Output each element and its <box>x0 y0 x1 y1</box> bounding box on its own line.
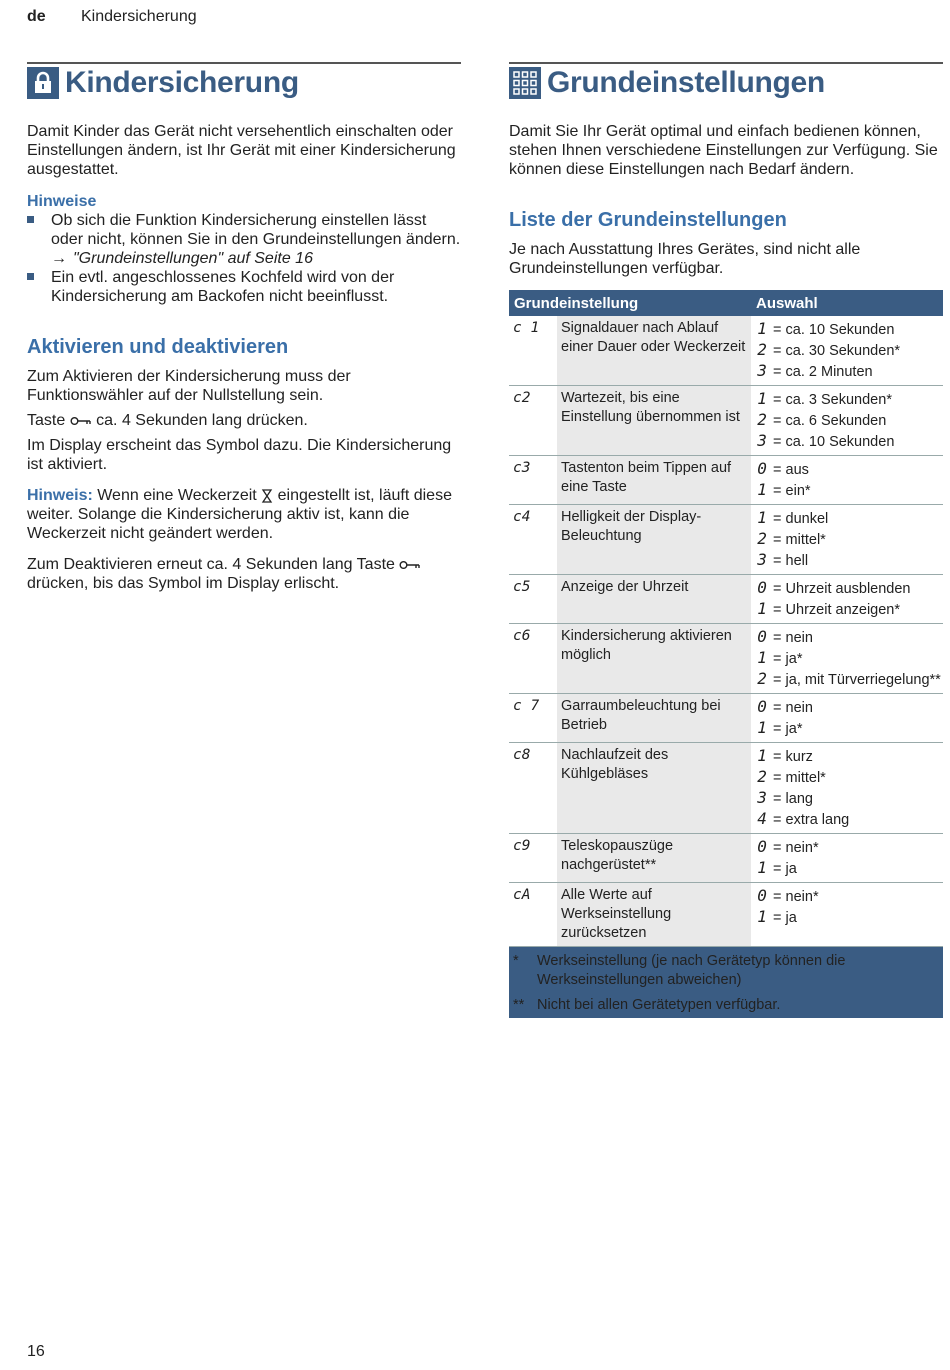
table-footnote <box>509 947 943 994</box>
option-value: 3 <box>757 361 767 380</box>
hints-label: Hinweise <box>27 193 97 210</box>
option-value: 1 <box>757 648 767 667</box>
hourglass-icon <box>261 489 273 503</box>
option-value: 2 <box>757 410 767 429</box>
setting-code: c8 <box>513 747 531 763</box>
language-code: de <box>27 8 46 25</box>
option-item <box>755 529 939 550</box>
hints-list-cont <box>27 268 461 306</box>
note-label: Hinweis: <box>27 487 93 504</box>
intro-paragraph: Damit Kinder das Gerät nicht versehentlich einschalten oder Einstellungen ändern, ist Ihr Gerät mit einer Kindersicherung ausgestattet. <box>27 123 456 178</box>
lock-icon <box>27 67 59 99</box>
grid-icon <box>509 67 541 99</box>
option-value: 3 <box>757 550 767 569</box>
option-item <box>755 746 939 767</box>
option-value: 0 <box>757 886 767 905</box>
intro-paragraph: Damit Sie Ihr Gerät optimal und einfach bedienen können, stehen Ihnen verschiedene Einstellungen zur Verfügung. Sie können diese Einstellungen nach Bedarf ändern. <box>509 123 938 178</box>
option-label: = ja* <box>773 651 803 667</box>
footnote-mark: * <box>513 953 519 969</box>
option-label: = ca. 3 Sekunden* <box>773 392 892 408</box>
footnote-cell <box>509 947 943 994</box>
setting-description: Nachlaufzeit des Kühlgebläses <box>557 743 751 834</box>
setting-description: Helligkeit der Display-Beleuchtung <box>557 505 751 575</box>
option-label: = mittel* <box>773 532 826 548</box>
option-item <box>755 697 939 718</box>
option-label: = ca. 10 Sekunden <box>773 434 895 450</box>
option-value: 1 <box>757 858 767 877</box>
cross-reference: → "Grundeinstellungen" auf Seite 16 <box>51 250 313 267</box>
table-row <box>509 456 943 505</box>
setting-code: cA <box>513 887 531 903</box>
option-label: = extra lang <box>773 812 850 828</box>
table-footnote <box>509 993 943 1018</box>
option-label: = lang <box>773 791 813 807</box>
option-item <box>755 389 939 410</box>
option-label: = ca. 2 Minuten <box>773 364 873 380</box>
setting-options <box>751 456 943 505</box>
footnote-cell <box>509 993 943 1018</box>
table-row <box>509 316 943 386</box>
option-label: = mittel* <box>773 770 826 786</box>
arrow-icon: → <box>51 250 67 267</box>
page-number: 16 <box>27 1343 45 1360</box>
option-value: 3 <box>757 788 767 807</box>
setting-options <box>751 316 943 386</box>
chapter-title: Grundeinstellungen <box>547 66 825 99</box>
table-row <box>509 386 943 456</box>
option-item <box>755 718 939 739</box>
setting-options <box>751 883 943 947</box>
option-item <box>755 508 939 529</box>
option-value: 1 <box>757 746 767 765</box>
setting-code: c6 <box>513 628 531 644</box>
setting-description: Garraumbeleuchtung bei Betrieb <box>557 694 751 743</box>
setting-options <box>751 694 943 743</box>
table-row <box>509 743 943 834</box>
option-label: = ca. 6 Sekunden <box>773 413 887 429</box>
option-label: = nein* <box>773 889 819 905</box>
option-label: = ja* <box>773 721 803 737</box>
setting-options <box>751 743 943 834</box>
option-value: 1 <box>757 907 767 926</box>
option-item <box>755 669 939 690</box>
option-item <box>755 431 939 452</box>
setting-code: c 7 <box>513 698 540 714</box>
option-label: = dunkel <box>773 511 829 527</box>
chapter-heading-kindersicherung <box>27 62 461 100</box>
option-label: = hell <box>773 553 809 569</box>
option-value: 1 <box>757 508 767 527</box>
option-label: = nein <box>773 630 813 646</box>
section-title-aktivieren: Aktivieren und deaktivieren <box>27 336 289 358</box>
header-section: Kindersicherung <box>81 8 197 25</box>
option-item <box>755 907 939 928</box>
option-item <box>755 809 939 830</box>
paragraph-deactivate: Zum Deaktivieren erneut ca. 4 Sekunden lang Taste drücken, bis das Symbol im Display erlischt. <box>27 555 461 593</box>
chapter-heading-grundeinstellungen <box>509 62 943 100</box>
option-value: 3 <box>757 431 767 450</box>
table-row <box>509 505 943 575</box>
option-label: = nein <box>773 700 813 716</box>
settings-table <box>509 290 943 1018</box>
option-item <box>755 578 939 599</box>
chapter-title: Kindersicherung <box>65 66 299 99</box>
option-value: 4 <box>757 809 767 828</box>
list-item: Ob sich die Funktion Kindersicherung einstellen lässt oder nicht, können Sie in den Grundeinstellungen ändern. <box>27 211 461 249</box>
setting-code: c 1 <box>513 320 540 336</box>
option-item <box>755 361 939 382</box>
footnote-text: Nicht bei allen Gerätetypen verfügbar. <box>537 997 781 1013</box>
setting-options <box>751 624 943 694</box>
option-item <box>755 410 939 431</box>
option-label: = Uhrzeit ausblenden <box>773 581 911 597</box>
option-label: = ja <box>773 861 797 877</box>
setting-description: Wartezeit, bis eine Einstellung übernommen ist <box>557 386 751 456</box>
option-item <box>755 627 939 648</box>
setting-options <box>751 386 943 456</box>
option-value: 1 <box>757 389 767 408</box>
setting-description: Kindersicherung aktivieren möglich <box>557 624 751 694</box>
option-item <box>755 459 939 480</box>
option-value: 0 <box>757 837 767 856</box>
setting-description: Anzeige der Uhrzeit <box>557 575 751 624</box>
option-value: 1 <box>757 480 767 499</box>
setting-code: c4 <box>513 509 531 525</box>
running-header <box>27 8 197 26</box>
list-item: Ein evtl. angeschlossenes Kochfeld wird von der Kindersicherung am Backofen nicht beeinflusst. <box>27 268 461 306</box>
table-row <box>509 575 943 624</box>
option-item <box>755 648 939 669</box>
setting-options <box>751 575 943 624</box>
option-item <box>755 788 939 809</box>
section-title-liste: Liste der Grundeinstellungen <box>509 209 787 231</box>
setting-description: Teleskopauszüge nachgerüstet** <box>557 834 751 883</box>
setting-code: c5 <box>513 579 531 595</box>
setting-code: c2 <box>513 390 531 406</box>
setting-options <box>751 834 943 883</box>
option-item <box>755 319 939 340</box>
table-row <box>509 834 943 883</box>
paragraph-key-press: Taste ca. 4 Sekunden lang drücken. <box>27 412 308 429</box>
option-item <box>755 340 939 361</box>
setting-code: c3 <box>513 460 531 476</box>
paragraph-activate: Zum Aktivieren der Kindersicherung muss der Funktionswähler auf der Nullstellung sein. <box>27 368 351 404</box>
hints-list <box>27 211 461 249</box>
option-value: 0 <box>757 578 767 597</box>
option-label: = ja, mit Türverriegelung** <box>773 672 941 688</box>
option-value: 0 <box>757 697 767 716</box>
option-value: 1 <box>757 599 767 618</box>
footnote-mark: ** <box>513 997 525 1013</box>
option-label: = kurz <box>773 749 813 765</box>
table-row <box>509 694 943 743</box>
right-column <box>509 62 943 1018</box>
option-value: 2 <box>757 669 767 688</box>
option-label: = ein* <box>773 483 811 499</box>
setting-code: c9 <box>513 838 531 854</box>
option-item <box>755 599 939 620</box>
table-header-setting: Grundeinstellung <box>509 290 751 316</box>
option-value: 0 <box>757 627 767 646</box>
option-value: 2 <box>757 340 767 359</box>
table-row <box>509 883 943 947</box>
table-header-choice: Auswahl <box>751 290 943 316</box>
setting-description: Signaldauer nach Ablauf einer Dauer oder Weckerzeit <box>557 316 751 386</box>
table-row <box>509 624 943 694</box>
option-item <box>755 480 939 501</box>
option-value: 1 <box>757 319 767 338</box>
option-value: 1 <box>757 718 767 737</box>
option-item <box>755 886 939 907</box>
left-column <box>27 62 461 593</box>
paragraph-display-symbol: Im Display erscheint das Symbol dazu. Die Kindersicherung ist aktiviert. <box>27 437 452 473</box>
option-label: = ca. 30 Sekunden* <box>773 343 901 359</box>
setting-description: Tastenton beim Tippen auf eine Taste <box>557 456 751 505</box>
option-item <box>755 767 939 788</box>
footnote-text: Werkseinstellung (je nach Gerätetyp können die Werkseinstellungen abweichen) <box>537 953 846 988</box>
option-value: 0 <box>757 459 767 478</box>
option-label: = aus <box>773 462 809 478</box>
note-paragraph: Hinweis: Wenn eine Weckerzeit eingestellt ist, läuft diese weiter. Solange die Kindersicherung aktiv ist, kann die Weckerzeit nicht geändert werden. <box>27 487 452 542</box>
paragraph-availability: Je nach Ausstattung Ihres Gerätes, sind nicht alle Grundeinstellungen verfügbar. <box>509 241 861 277</box>
setting-description: Alle Werte auf Werkseinstellung zurücksetzen <box>557 883 751 947</box>
key-icon <box>399 560 421 570</box>
option-item <box>755 837 939 858</box>
option-label: = Uhrzeit anzeigen* <box>773 602 900 618</box>
setting-options <box>751 505 943 575</box>
option-value: 2 <box>757 529 767 548</box>
option-label: = ja <box>773 910 797 926</box>
option-label: = nein* <box>773 840 819 856</box>
option-value: 2 <box>757 767 767 786</box>
option-label: = ca. 10 Sekunden <box>773 322 895 338</box>
option-item <box>755 550 939 571</box>
option-item <box>755 858 939 879</box>
key-icon <box>70 416 92 426</box>
